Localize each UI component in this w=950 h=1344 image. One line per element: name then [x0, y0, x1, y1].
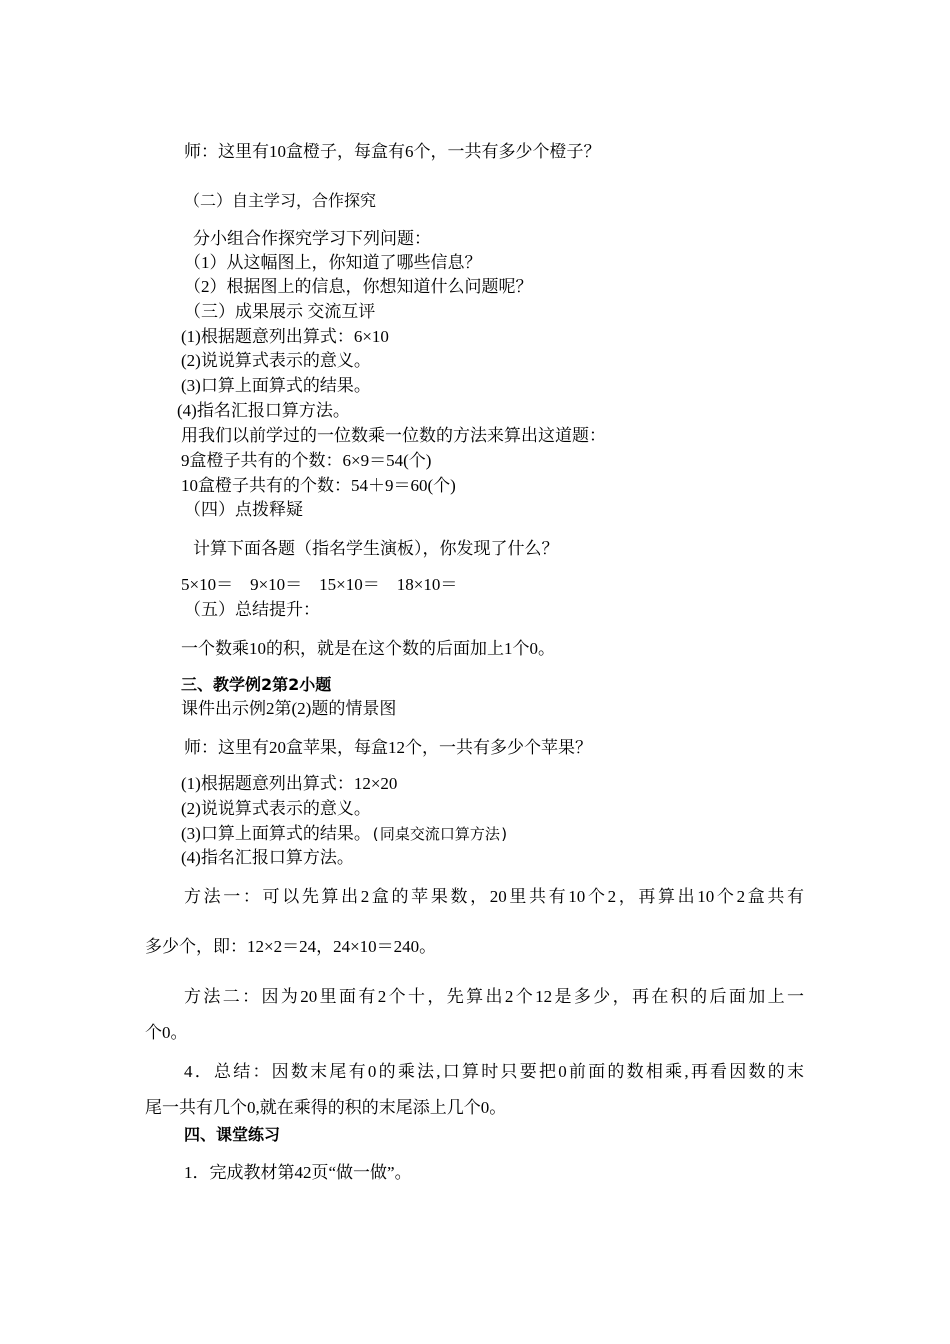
text-line: 9盒橙子共有的个数：6×9＝54(个) [181, 451, 432, 470]
text-line: （五）总结提升： [184, 600, 320, 619]
section-heading: （二）自主学习，合作探究 [184, 191, 377, 210]
text-line: (4)指名汇报口算方法。 [181, 848, 354, 867]
text-line: 一个数乘10的积，就是在这个数的后面加上1个0。 [181, 639, 555, 658]
section-heading: 四、课堂练习 [184, 1125, 281, 1144]
text-segment: (同桌交流口算方法) [370, 825, 509, 843]
text-line: (2)说说算式表示的意义。 [181, 351, 371, 370]
text-line: 4．总结：因数末尾有0的乘法,口算时只要把0前面的数相乘,再看因数的末 [184, 1062, 804, 1081]
text-line: (1)根据题意列出算式：6×10 [181, 327, 389, 346]
text-line: 用我们以前学过的一位数乘一位数的方法来算出这道题： [181, 426, 606, 445]
text-line: 计算下面各题（指名学生演板），你发现了什么？ [193, 539, 559, 558]
text-line: 个0。 [145, 1023, 188, 1042]
text-line: (3)口算上面算式的结果。 [181, 376, 371, 395]
text-line: 多少个，即：12×2＝24，24×10＝240。 [145, 937, 437, 956]
text-line: 1．完成教材第42页“做一做”。 [184, 1163, 412, 1182]
text-segment: (3)口算上面算式的结果。 [181, 824, 371, 843]
text-line: (4)指名汇报口算方法。 [177, 401, 350, 420]
text-line: 分小组合作探究学习下列问题： [193, 229, 431, 248]
text-line: 课件出示例2第(2)题的情景图 [181, 699, 397, 718]
text-line: 尾一共有几个0,就在乘得的积的末尾添上几个0。 [145, 1098, 507, 1117]
text-line: （四）点拨释疑 [184, 500, 303, 519]
text-line: (2)说说算式表示的意义。 [181, 799, 371, 818]
text-line: （1）从这幅图上，你知道了哪些信息？ [184, 253, 482, 272]
text-line: 5×10＝ 9×10＝ 15×10＝ 18×10＝ [181, 575, 458, 594]
text-line: 10盒橙子共有的个数：54＋9＝60(个) [181, 476, 456, 495]
text-line: （三）成果展示 交流互评 [184, 302, 376, 321]
text-line: 师：这里有10盒橙子，每盒有6个，一共有多少个橙子？ [184, 142, 601, 161]
text-line: 方法二：因为20里面有2个十，先算出2个12是多少，再在积的后面加上一 [184, 987, 804, 1006]
text-line [181, 823, 509, 845]
text-line: （2）根据图上的信息，你想知道什么问题呢？ [184, 277, 533, 296]
text-line: 师：这里有20盒苹果，每盒12个，一共有多少个苹果？ [184, 738, 592, 757]
text-line: (1)根据题意列出算式：12×20 [181, 774, 398, 793]
text-line: 方法一：可以先算出2盒的苹果数，20里共有10个2，再算出10个2盒共有 [184, 887, 804, 906]
section-heading: 三、教学例2第2小题 [181, 675, 332, 694]
